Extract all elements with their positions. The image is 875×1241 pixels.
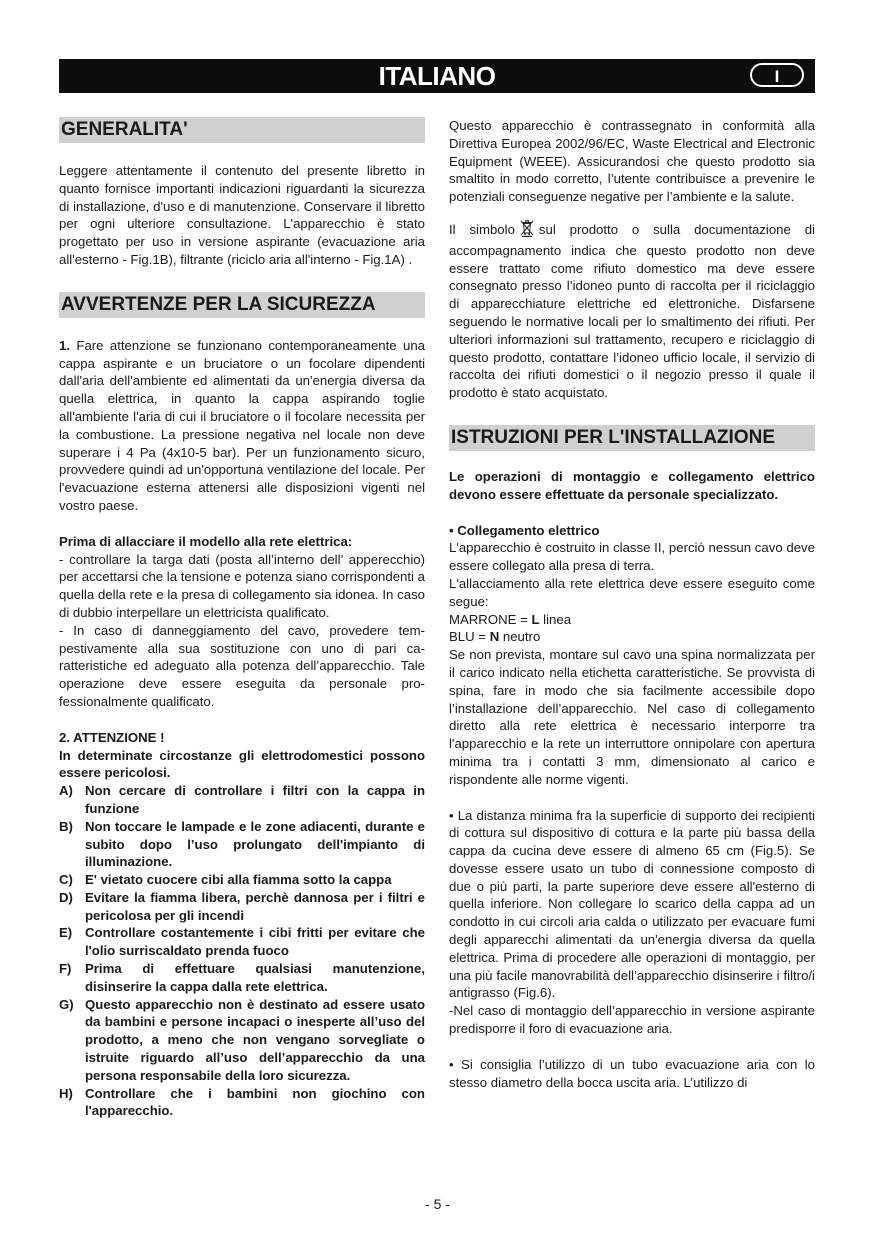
item-text: Controllare che i bambini non giochino con l'apparecchio. (85, 1085, 425, 1119)
collegamento-p3: Se non prevista, montare sul cavo una spina normalizzata per il carico indicato nella etichetta caratteristiche. Se provvista di spina, fare in modo che sia facilmente accessibile dopo l’installazione dell’apparecchio. Nel caso di collegamento diretto alla rete elettrica è necessario interporre tra l'apparecchio e la rete un interruttore onnipolare con apertura minima tra i contatti 3 mm, dimensionato al carico e rispondente alle norme vigenti. (449, 647, 815, 787)
prima-item-2: - In caso di danneggiamento del cavo, provedere tem-pestivamente alla sua sostituzione con uno di pari ca-ratteristiche ed adeguato alla potenza dell’apparecchio. Tale operazione deve essere eseguita da personale pro-fessionalmente qualificato. (59, 622, 425, 709)
attention-list (59, 782, 425, 1120)
list-item (59, 1085, 425, 1121)
generalita-paragraph: Leggere attentamente il contenuto del presente libretto in quanto fornisce importanti indicazioni riguardanti la sicurezza di installazione, d'uso e di manutenzione. Conservare il libretto per ogni ulteriore consultazione. L'apparecchio è stato progettato per uso in versione aspirante (evacuazione aria all'esterno - Fig.1B), filtrante (riciclo aria all'interno - Fig.1A) . (59, 163, 425, 267)
collegamento-title: • Collegamento elettrico (449, 522, 600, 538)
language-banner (59, 59, 815, 93)
list-item (59, 889, 425, 925)
wire-brown-label: MARRONE = (449, 611, 532, 627)
list-item (59, 996, 425, 1085)
list-item (59, 960, 425, 996)
item-text: Non cercare di controllare i filtri con la cappa in funzione (85, 783, 425, 816)
list-item (59, 871, 425, 889)
list-item (59, 782, 425, 818)
wire-blue-label: BLU = (449, 629, 490, 645)
distanza-paragraph: • La distanza minima fra la superficie di supporto dei recipienti di cottura sul dispositivo di cottura e la parte più bassa della cappa da cucina deve essere di almeno 65 cm (Fig.5). Se dovesse essere usato un tubo di connessione composto di due o più parti, la parte superiore deve essere all'esterno di quella inferiore. Non collegare lo scarico della cappa ad un condotto in cui circoli aria calda o utilizzato per evacuare fumi degli apparecchi alimentati da un'energia diversa da quella elettrica. Prima di procedere alle operazioni di montaggio, per una più facile manovrabilità dell’apparecchio disinserire i filtro/i antigrasso (Fig.6). (449, 807, 815, 1001)
item-text: E' vietato cuocere cibi alla fiamma sotto la cappa (85, 872, 392, 888)
simbolo-pre: Il simbolo (449, 221, 515, 237)
wire-blue (449, 628, 815, 646)
item-label: C) (59, 872, 73, 888)
tubo-paragraph: • Si consiglia l’utilizzo di un tubo evacuazione aria con lo stesso diametro della bocca uscita aria. L’utilizzo di (449, 1056, 815, 1090)
collegamento-p1: L'apparecchio è costruito in classe II, perciò nessun cavo deve essere collegato alla presa di terra. (449, 540, 815, 574)
item-label: H) (59, 1085, 73, 1101)
language-badge: I (750, 63, 804, 87)
item-label: B) (59, 818, 73, 834)
item-label: D) (59, 889, 73, 905)
wire-brown (449, 611, 815, 629)
prima-item-1: - controllare la targa dati (posta all’interno dell’ apperecchio) per accettarsi che la tensione e potenza siano corrispondenti a quella della rete e la presa di collegamento sia idonea. In caso di dubbio interpellare un elettricista qualificato. (59, 551, 425, 620)
item-text: Non toccare le lampade e le zone adiacenti, durante e subito dopo l’uso prolungato dell'impianto di illuminazione. (85, 818, 425, 870)
wire-blue-code: N (489, 629, 500, 645)
warning-1-text: Fare attenzione se funzionano contemporaneamente una cappa aspirante e un bruciatore o un focolare dipendenti dall'aria dell'ambiente ed alimentati da un'energia diversa da quella elettrica, in quanto la cappa aspirando toglie all'ambiente l'aria di cui il bruciatore o il focolare necessita per la combustione. La pressione negativa nel locale non deve superare i 4 Pa (4x10-5 bar). Per un funzionamento sicuro, provvedere quindi ad un'opportuna ventilazione del locale. Per l'evacuazione esterna attenersi alle disposizioni vigenti nel vostro paese. (59, 337, 426, 513)
section-title-generalita: GENERALITA' (59, 117, 425, 143)
section-title-installazione: ISTRUZIONI PER L'INSTALLAZIONE (449, 425, 815, 451)
simbolo-paragraph (449, 219, 815, 402)
attention-title: 2. ATTENZIONE ! (59, 729, 165, 745)
prima-title: Prima di allacciare il modello alla rete elettrica: (59, 533, 353, 549)
wire-brown-code: L (531, 611, 540, 627)
attention-intro: In determinate circostanze gli elettrodomestici possono essere pericolosi. (59, 747, 425, 781)
crossed-bin-icon (519, 219, 535, 242)
item-text: Evitare la fiamma libera, perchè dannosa per i filtri e pericolosa per gli incendi (85, 889, 425, 923)
item-label: G) (59, 996, 74, 1012)
banner-title: ITALIANO (378, 61, 496, 91)
wire-brown-desc: linea (539, 611, 572, 627)
simbolo-post: sul prodotto o sulla documentazione di accompagnamento indica che questo prodotto non deve essere trattato come rifiuto domestico ma deve essere consegnato presso l’idoneo punto di raccolta per il riciclaggio di apparecchiature elettriche ed elettroniche. Disfarsene seguendo le normative locali per lo smaltimento dei rifiuti. Per ulteriori informazioni sul trattamento, recupero e riciclaggio di questo prodotto, contattare l’idoneo ufficio locale, il servizio di raccolta dei rifiuti domestici o il negozio presso il quale il prodotto è stato acquistato. (449, 221, 815, 401)
right-column (449, 117, 815, 1091)
warning-1-number: 1. (59, 337, 70, 353)
item-text: Questo apparecchio non è destinato ad essere usato da bambini e persone incapaci o inesperte all’uso del prodotto, a meno che non vengano sorvegliate o istruite riguardo all’uso dell’apparecchio da una persona responsabile della loro sicurezza. (85, 996, 425, 1083)
item-text: Controllare costantemente i cibi fritti per evitare che l'olio surriscaldato prenda fuoco (85, 925, 425, 959)
list-item (59, 924, 425, 960)
list-item (59, 818, 425, 871)
warning-1-paragraph (59, 337, 425, 515)
installazione-intro: Le operazioni di montaggio e collegamento elettrico devono essere effettuate da personale specializzato. (449, 468, 815, 502)
section-title-avvertenze: AVVERTENZE PER LA SICUREZZA (59, 292, 425, 318)
aspirante-paragraph: -Nel caso di montaggio dell’apparecchio in versione aspirante predisporre il foro di evacuazione aria. (449, 1003, 815, 1037)
page-number: - 5 - (425, 1196, 450, 1212)
item-label: E) (59, 925, 73, 941)
wire-blue-desc: neutro (499, 629, 541, 645)
collegamento-p2: L'allacciamento alla rete elettrica deve essere eseguito come segue: (449, 575, 815, 609)
left-column (59, 117, 425, 1120)
item-text: Prima di effettuare qualsiasi manutenzione, disinserire la cappa dalla rete elettrica. (85, 961, 425, 994)
weee-paragraph: Questo apparecchio è contrassegnato in conformità alla Direttiva Europea 2002/96/EC, Waste Electrical and Electronic Equipment (WEEE). Assicurandosi che questo prodotto sia smaltito in modo corretto, l’utente contribuisce a prevenire le potenziali conseguenze negative per l’ambiente e la salute. (449, 118, 815, 205)
item-label: A) (59, 783, 73, 799)
item-label: F) (59, 961, 72, 977)
